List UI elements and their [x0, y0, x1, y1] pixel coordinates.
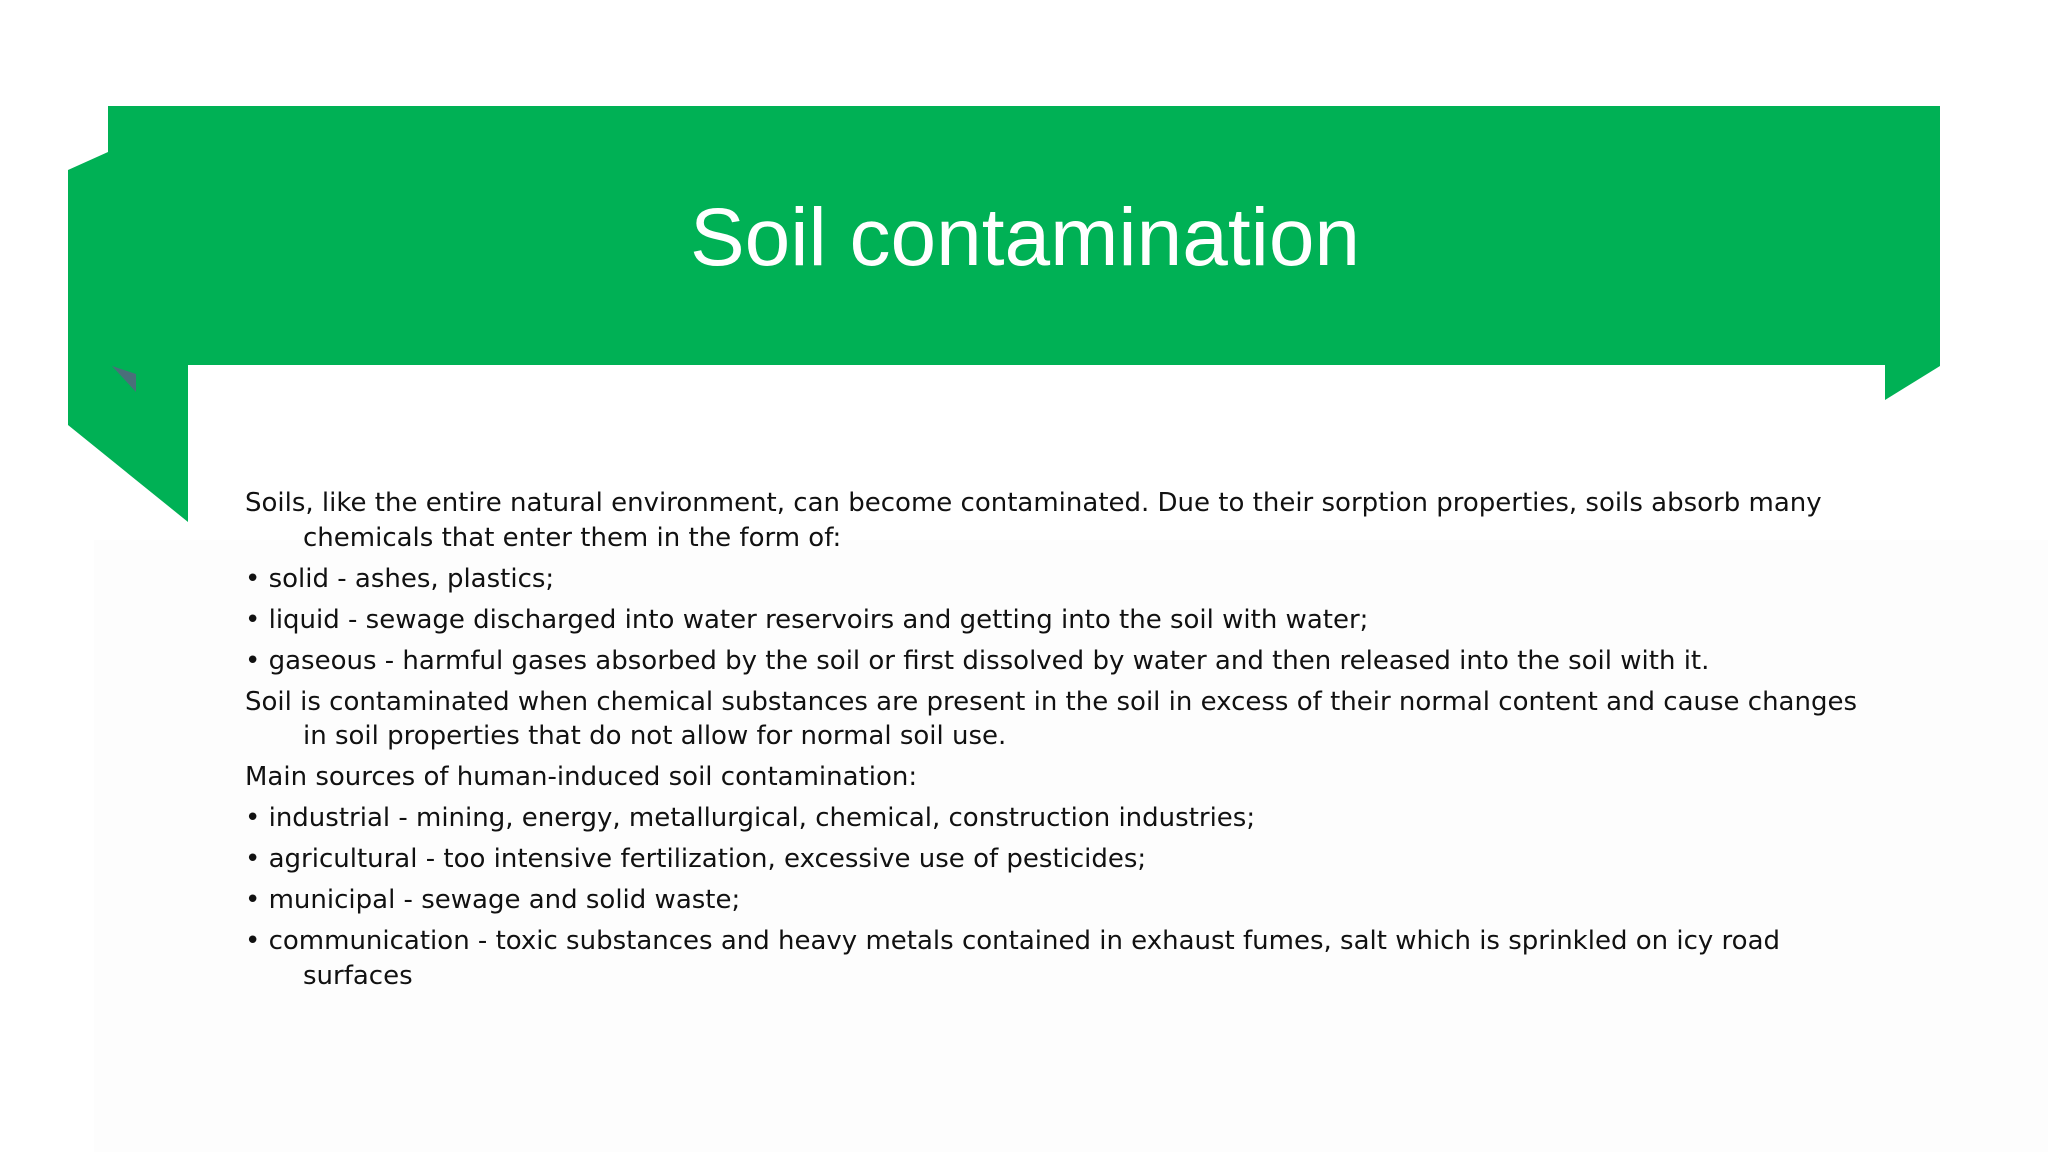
slide-body — [245, 486, 1865, 1000]
sources-heading: Main sources of human-induced soil contamination: — [245, 762, 918, 792]
form-item-liquid: • liquid - sewage discharged into water reservoirs and getting into the soil with water; — [245, 604, 1369, 635]
slide-title: Soil contamination — [689, 192, 1361, 283]
source-item-communication: • communication - toxic substances and heavy metals contained in exhaust fumes, salt which is sprinkled on icy road surfaces — [245, 926, 1781, 991]
source-item-agricultural: • agricultural - too intensive fertilization, excessive use of pesticides; — [245, 844, 1147, 874]
definition-paragraph: Soil is contaminated when chemical substances are present in the soil in excess of their normal content and cause changes in soil properties that do not allow for normal soil use. — [245, 686, 1858, 751]
intro-paragraph: Soils, like the entire natural environment, can become contaminated. Due to their sorption properties, soils absorb many chemicals that enter them in the form of: — [245, 488, 1822, 553]
source-item-industrial: • industrial - mining, energy, metallurgical, chemical, construction industries; — [245, 803, 1256, 833]
source-item-municipal: • municipal - sewage and solid waste; — [245, 885, 741, 915]
banner-right-fold — [1885, 365, 1940, 400]
form-item-gaseous: • gaseous - harmful gases absorbed by the soil or first dissolved by water and then released into the soil with it. — [245, 645, 1710, 676]
form-item-solid: • solid - ashes, plastics; — [245, 563, 555, 594]
